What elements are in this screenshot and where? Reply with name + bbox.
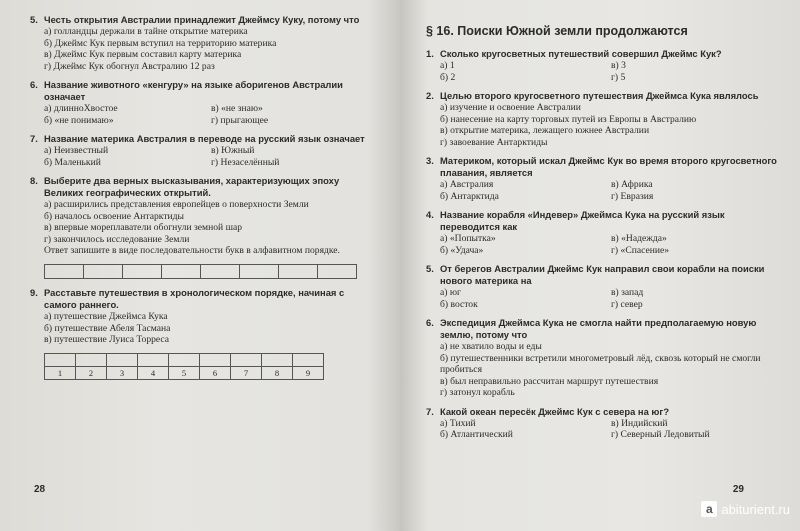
answer-option[interactable]: б) путешественники встретили многометровый лёд, сквозь который не смогли пробиться (440, 352, 761, 375)
answer-option[interactable]: б) нанесение на карту торговых путей из Европы в Австралию (440, 113, 697, 125)
table-number-cell: 3 (107, 366, 138, 379)
answer-boxes (44, 264, 378, 279)
answer-option[interactable]: в) был неправильно рассчитан маршрут путешествия (440, 375, 659, 387)
watermark-logo-icon: a (701, 501, 717, 517)
question-number: 6. (426, 317, 434, 328)
answer-options (440, 287, 782, 310)
question-text: Честь открытия Австралии принадлежит Джеймсу Куку, потому что (44, 14, 360, 25)
table-cell[interactable] (231, 353, 262, 366)
table-cell[interactable] (262, 353, 293, 366)
question-title (30, 133, 378, 145)
question (30, 133, 378, 168)
question-number: 2. (426, 90, 434, 101)
answer-options (44, 103, 378, 126)
answer-options (440, 102, 782, 148)
answer-option[interactable]: а) 1 (440, 60, 455, 71)
question-number: 3. (426, 155, 434, 166)
answer-option[interactable]: а) юг (440, 287, 461, 298)
answer-box[interactable] (84, 264, 123, 279)
question-text: Название животного «кенгуру» на языке аборигенов Австралии означает (44, 79, 343, 102)
right-page (400, 0, 800, 531)
question-text: Сколько кругосветных путешествий совершил Джеймс Кук? (440, 48, 722, 59)
question (426, 90, 782, 148)
answer-box[interactable] (240, 264, 279, 279)
answer-option[interactable]: а) Тихий (440, 417, 476, 429)
answer-instruction: Ответ запишите в виде последовательности букв в алфавитном порядке. (44, 245, 340, 256)
answer-option[interactable]: г) Евразия (611, 190, 654, 202)
answer-options (44, 145, 378, 168)
page-number: 28 (34, 484, 46, 495)
answer-option[interactable]: б) Атлантический (440, 429, 513, 440)
table-cell[interactable] (45, 353, 76, 366)
question (426, 317, 782, 399)
answer-option[interactable]: б) Джеймс Кук первым вступил на территорию материка (44, 37, 277, 49)
question-number: 8. (30, 175, 38, 186)
question-title (426, 406, 782, 418)
table-cell[interactable] (107, 353, 138, 366)
answer-box[interactable] (123, 264, 162, 279)
answer-option[interactable]: г) закончилось исследование Земли (44, 233, 190, 245)
answer-option[interactable]: б) 2 (440, 71, 456, 83)
question-title (426, 48, 782, 60)
answer-option[interactable]: б) началось освоение Антарктиды (44, 210, 184, 222)
table-cell[interactable] (200, 353, 231, 366)
answer-box[interactable] (162, 264, 201, 279)
question-number: 7. (30, 133, 38, 144)
answer-option[interactable]: г) прыгающее (211, 114, 269, 126)
answer-option[interactable]: г) «Спасение» (611, 244, 670, 256)
answer-option[interactable]: г) Северный Ледовитый (611, 429, 710, 440)
question-title (30, 79, 378, 103)
answer-options (44, 311, 378, 346)
table-number-cell: 6 (200, 366, 231, 379)
answer-option[interactable]: г) затонул корабль (440, 387, 515, 398)
question-title (426, 155, 782, 179)
question (426, 209, 782, 256)
answer-option[interactable]: в) Индийский (611, 417, 668, 429)
answer-option[interactable]: б) Маленький (44, 156, 101, 168)
question-text: От берегов Австралии Джеймс Кук направил свои корабли на поиски нового материка на (440, 263, 765, 286)
question-number: 6. (30, 79, 38, 90)
answer-options (44, 26, 378, 72)
answer-option[interactable]: в) путешествие Луиса Торреса (44, 334, 170, 345)
question-title (30, 175, 378, 199)
table-number-cell: 9 (293, 366, 324, 379)
answer-option[interactable]: а) путешествие Джеймса Кука (44, 311, 168, 322)
question-number: 5. (426, 263, 434, 274)
answer-options (440, 60, 782, 83)
right-question-list (426, 48, 782, 441)
answer-option[interactable]: в) впервые мореплаватели обогнули земной шар (44, 222, 243, 233)
table-cell[interactable] (169, 353, 200, 366)
question-text: Выберите два верных высказывания, характеризующих эпоху Великих географических открытий. (44, 175, 340, 198)
answer-option[interactable]: в) «Надежда» (611, 233, 667, 244)
question-number: 4. (426, 209, 434, 220)
answer-options (440, 179, 782, 202)
answer-option[interactable]: а) «Попытка» (440, 233, 496, 244)
answer-options (440, 233, 782, 256)
answer-option[interactable]: г) север (611, 298, 643, 310)
question (426, 406, 782, 441)
question-title (426, 317, 782, 341)
sequence-table (44, 353, 324, 380)
table-number-cell: 2 (76, 366, 107, 379)
answer-option[interactable]: в) Джеймс Кук первым составил карту материка (44, 49, 242, 60)
question (30, 287, 378, 346)
table-number-cell: 5 (169, 366, 200, 379)
question-text: Экспедиция Джеймса Кука не смогла найти предполагаемую новую землю, потому что (440, 317, 757, 340)
question-number: 5. (30, 14, 38, 25)
question-title (30, 287, 378, 311)
question-text: Название корабля «Индевер» Джеймса Кука на русский язык переводится как (440, 209, 725, 232)
answer-option[interactable]: б) путешествие Абеля Тасмана (44, 322, 171, 334)
answer-option[interactable]: б) «не понимаю» (44, 114, 114, 126)
answer-option[interactable]: а) изучение и освоение Австралии (440, 102, 581, 113)
answer-option[interactable]: а) Неизвестный (44, 145, 109, 156)
answer-option[interactable]: а) Австралия (440, 179, 494, 190)
question (30, 14, 378, 72)
question-text: Какой океан пересёк Джеймс Кук с севера на юг? (440, 405, 670, 417)
answer-option[interactable]: г) 5 (611, 71, 626, 83)
answer-option[interactable]: а) длинноХвостое (44, 103, 118, 114)
table-row (45, 366, 324, 379)
answer-option[interactable]: б) Антарктида (440, 190, 499, 202)
answer-option[interactable]: г) Джеймс Кук обогнул Австралию 12 раз (44, 60, 215, 72)
question-number: 1. (426, 48, 434, 59)
question-text: Целью второго кругосветного путешествия Джеймса Кука являлось (440, 90, 759, 101)
question (30, 175, 378, 257)
answer-option[interactable]: в) открытие материка, лежащего южнее Австралии (440, 125, 650, 136)
answer-option[interactable]: г) завоевание Антарктиды (440, 136, 548, 148)
question (30, 79, 378, 126)
answer-option[interactable]: в) запад (611, 287, 644, 298)
watermark-text: abiturient.ru (721, 501, 790, 517)
answer-option[interactable]: в) Южный (211, 145, 255, 156)
question-number: 7. (426, 405, 434, 417)
page-number: 29 (732, 484, 744, 495)
question-text: Расставьте путешествия в хронологическом порядке, начиная с самого раннего. (44, 287, 345, 310)
answer-options (440, 418, 782, 441)
answer-option[interactable]: в) «не знаю» (211, 103, 263, 114)
question-title (426, 90, 782, 102)
answer-options (440, 341, 782, 399)
question (426, 263, 782, 310)
answer-box[interactable] (279, 264, 318, 279)
question-title (30, 14, 378, 26)
question-title (426, 209, 782, 233)
answer-box[interactable] (201, 264, 240, 279)
question-text: Название материка Австралия в переводе на русский язык означает (44, 133, 365, 144)
table-cell[interactable] (138, 353, 169, 366)
answer-options (44, 199, 378, 245)
answer-option[interactable]: г) Незаселённый (211, 156, 280, 168)
answer-option[interactable]: б) восток (440, 298, 478, 310)
answer-option[interactable]: б) «Удача» (440, 244, 484, 256)
table-number-cell: 7 (231, 366, 262, 379)
section-heading: § 16. Поиски Южной земли продолжаются (426, 24, 688, 38)
question-number: 9. (30, 287, 38, 298)
table-number-cell: 8 (262, 366, 293, 379)
question (426, 155, 782, 202)
answer-option[interactable]: в) 3 (611, 60, 626, 71)
answer-option[interactable]: а) расширились представления европейцев о поверхности Земли (44, 199, 309, 210)
table-number-cell: 4 (138, 366, 169, 379)
table-cell[interactable] (293, 353, 324, 366)
answer-box[interactable] (44, 264, 84, 279)
left-question-list (30, 14, 378, 380)
answer-option[interactable]: в) Африка (611, 179, 653, 190)
answer-option[interactable]: а) не хватило воды и еды (440, 341, 542, 352)
question (426, 48, 782, 83)
table-number-cell: 1 (45, 366, 76, 379)
table-row (45, 353, 324, 366)
table-cell[interactable] (76, 353, 107, 366)
question-title (426, 263, 782, 287)
answer-box[interactable] (318, 264, 357, 279)
question-text: Материком, который искал Джеймс Кук во время второго кругосветного плавания, является (440, 155, 777, 178)
answer-option[interactable]: а) голландцы держали в тайне открытие материка (44, 26, 248, 37)
watermark (701, 501, 790, 517)
